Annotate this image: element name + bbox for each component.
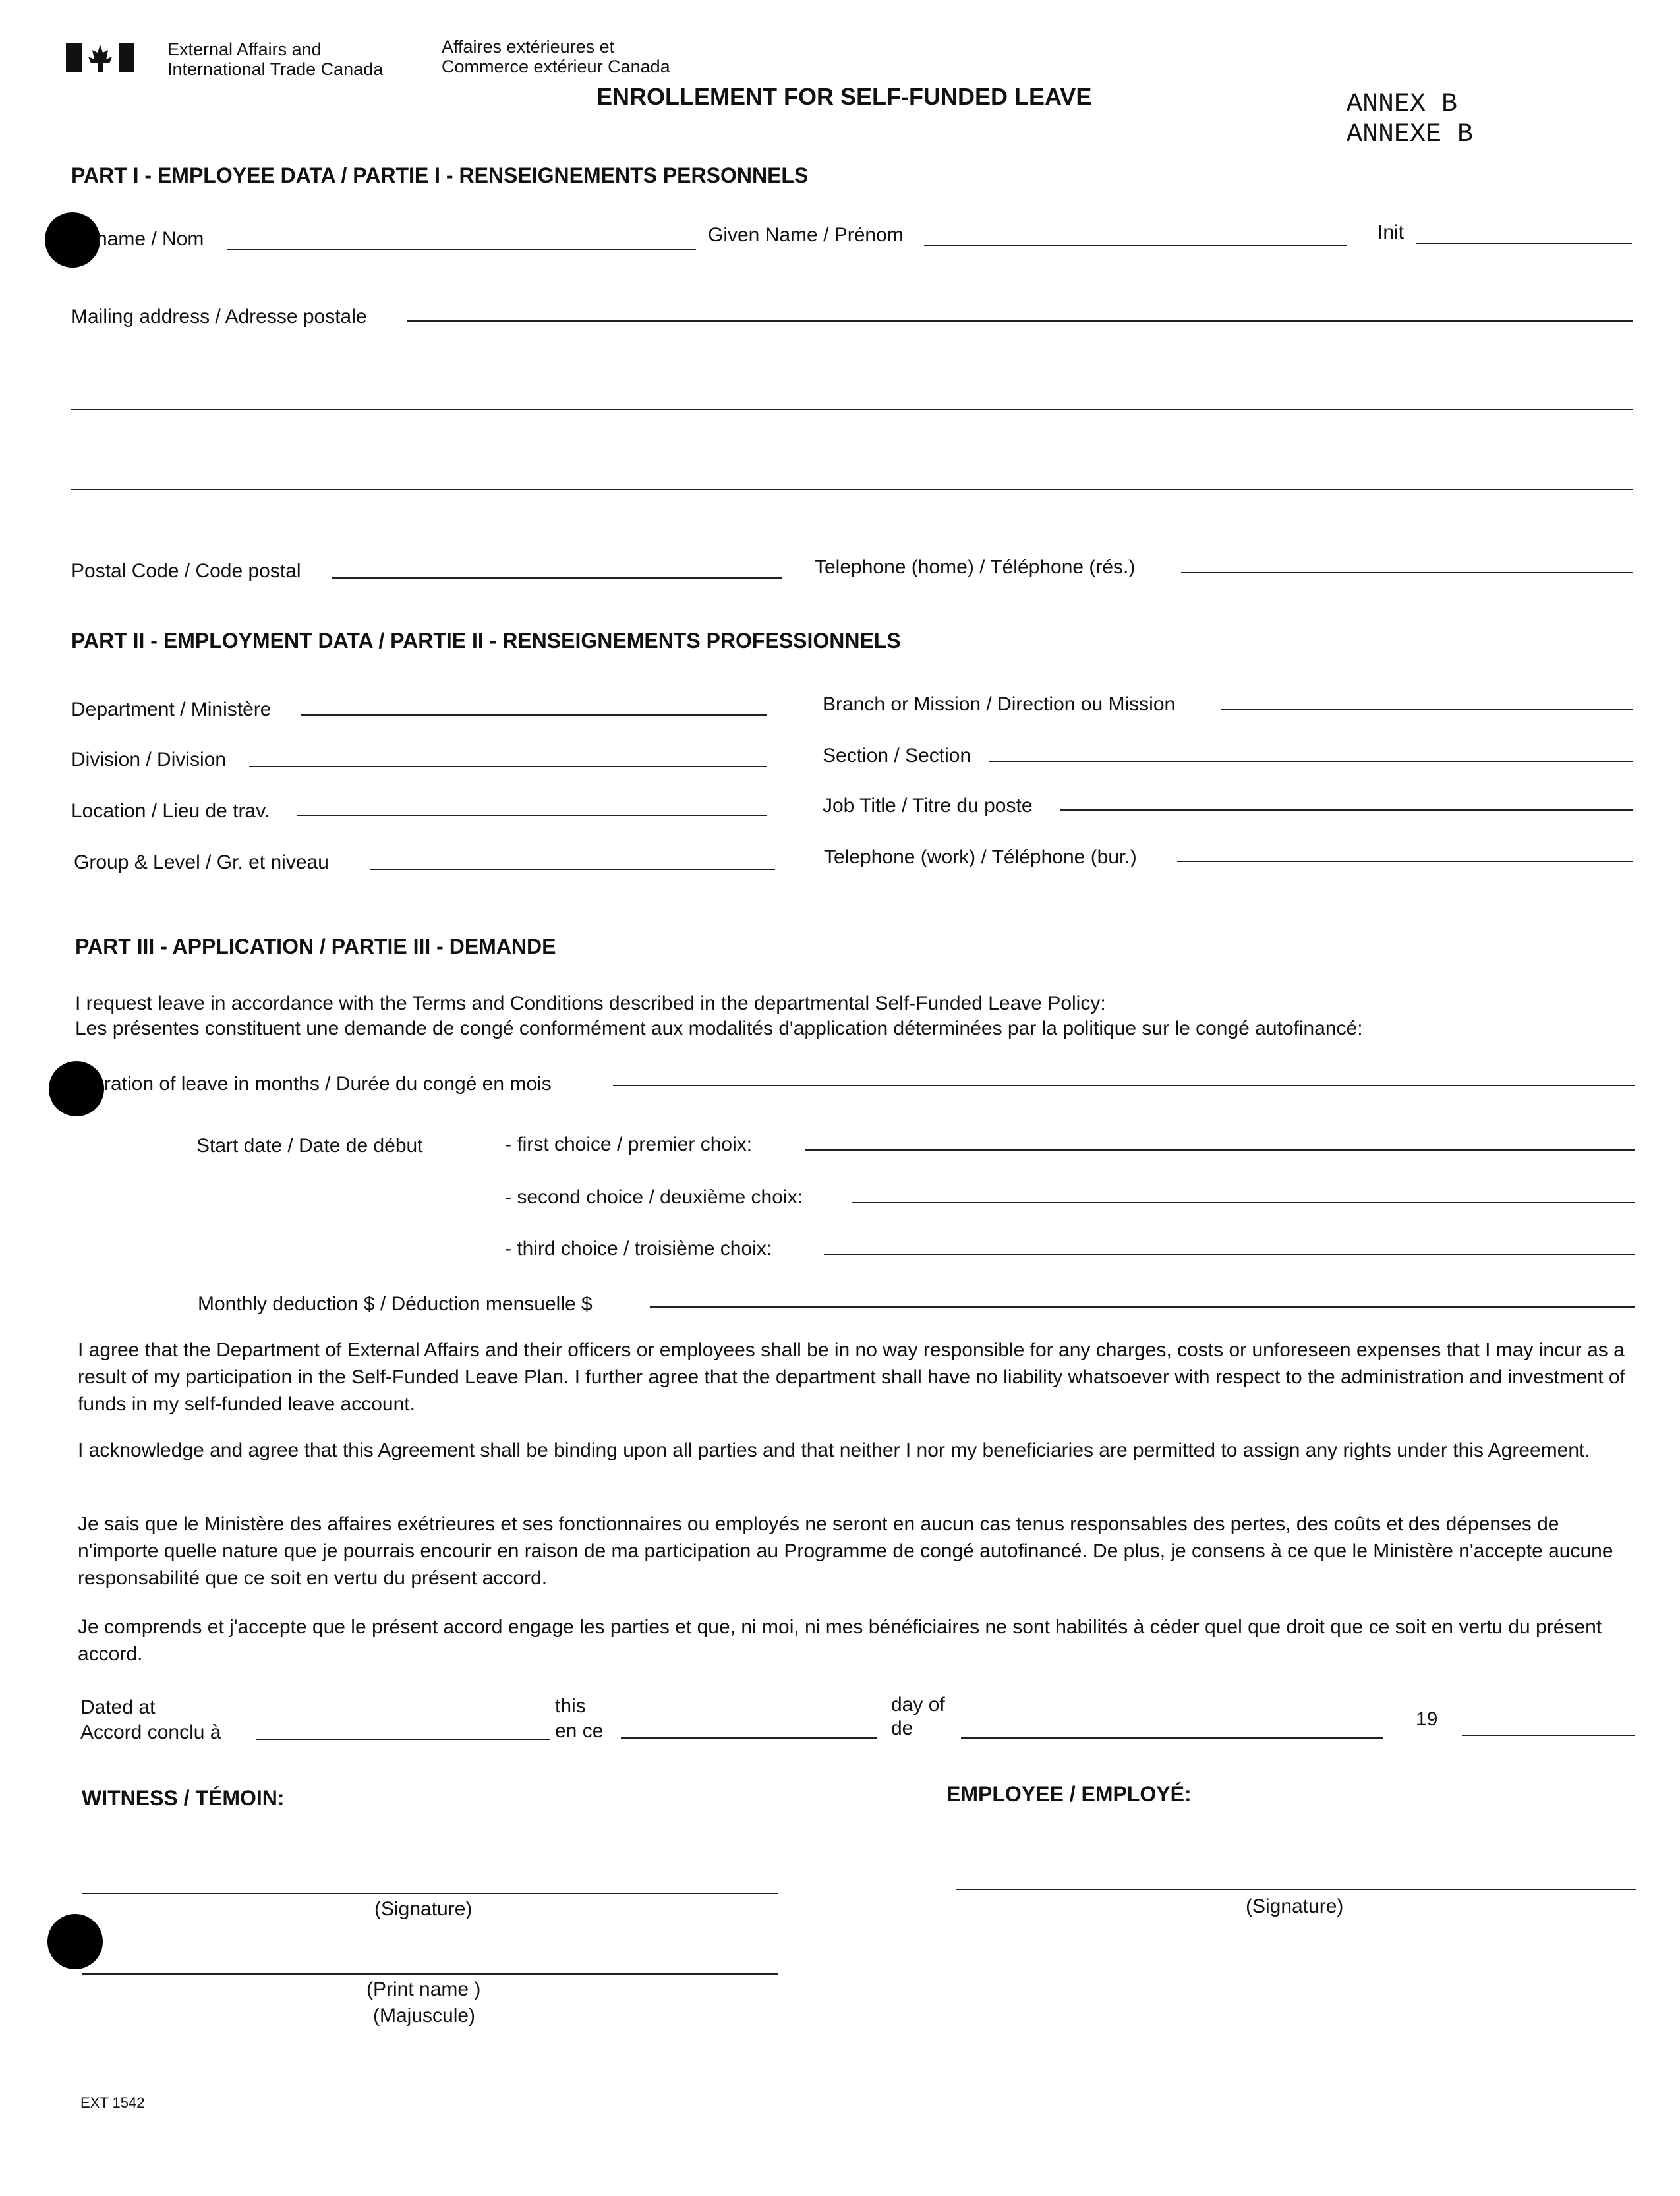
month-field[interactable]: [961, 1737, 1383, 1739]
witness-print-name-field[interactable]: [82, 1973, 778, 1975]
branch-label: Branch or Mission / Direction ou Mission: [823, 693, 1176, 715]
monthly-deduction-field[interactable]: [650, 1306, 1635, 1308]
mailing-address-field-1[interactable]: [407, 320, 1633, 322]
telephone-work-field[interactable]: [1177, 861, 1633, 862]
redaction-dot: [45, 212, 100, 268]
print-name-caption: (Print name ): [366, 1979, 481, 2000]
employee-label: EMPLOYEE / EMPLOYÉ:: [946, 1782, 1192, 1806]
surname-label: name / Nom: [96, 228, 204, 250]
initial-field[interactable]: [1416, 243, 1632, 244]
agreement-paragraph-3: Je sais que le Ministère des affaires exétrieures et ses fonctionnaires ou employés ne seront en aucun cas tenus responsables des pertes, des coûts et des dépenses de n'importe quelle nature que je pourrais encourir en raison de ma participation au Programme de congé autofinancé. De plus, je consens à ce que le Ministère n'accepte aucune responsabilité que ce soit en vertu du présent accord.: [78, 1513, 1613, 1589]
agency-name-en-line1: External Affairs and: [167, 40, 322, 59]
employee-signature-field[interactable]: [956, 1889, 1636, 1890]
agreement-paragraph-1: I agree that the Department of External Affairs and their officers or employees shall be in no way responsible for any charges, costs or unforeseen expenses that I may incur as a result of my participation in the Self-Funded Leave Plan. I further agree that the department shall have no liability whatsoever with respect to the administration and investment of funds in my self-funded leave account.: [78, 1339, 1625, 1415]
agreement-paragraph-4: Je comprends et j'accepte que le présent accord engage les parties et que, ni moi, ni mes bénéficiaires ne sont habilités à céder quel que droit que ce soit en vertu du présent accord.: [78, 1616, 1602, 1665]
department-field[interactable]: [301, 714, 767, 716]
first-choice-field[interactable]: [805, 1149, 1635, 1151]
witness-signature-caption: (Signature): [374, 1898, 473, 1920]
annex-label-fr: ANNEXE B: [1347, 120, 1474, 150]
mailing-address-field-3[interactable]: [71, 489, 1633, 490]
location-label: Location / Lieu de trav.: [71, 800, 270, 822]
dated-at-label: Dated at: [80, 1696, 156, 1718]
duration-field[interactable]: [613, 1085, 1635, 1086]
request-text-fr: Les présentes constituent une demande de congé conformément aux modalités d'application déterminées par la politique sur le congé autofinancé:: [75, 1018, 1363, 1039]
telephone-work-label: Telephone (work) / Téléphone (bur.): [824, 846, 1137, 868]
en-ce-label: en ce: [555, 1720, 604, 1742]
third-choice-label: - third choice / troisième choix:: [505, 1238, 772, 1259]
third-choice-field[interactable]: [824, 1254, 1635, 1255]
given-name-field[interactable]: [924, 245, 1347, 246]
part1-heading: PART I - EMPLOYEE DATA / PARTIE I - RENSEIGNEMENTS PERSONNELS: [71, 163, 809, 187]
second-choice-label: - second choice / deuxième choix:: [505, 1186, 803, 1208]
year-field[interactable]: [1462, 1735, 1635, 1736]
start-date-label: Start date / Date de début: [196, 1135, 423, 1157]
canada-flag-logo: [63, 42, 137, 75]
dated-at-field[interactable]: [256, 1739, 550, 1740]
group-level-label: Group & Level / Gr. et niveau: [74, 852, 329, 873]
witness-signature-field[interactable]: [82, 1893, 778, 1894]
accord-conclu-label: Accord conclu à: [80, 1721, 221, 1743]
day-field[interactable]: [621, 1737, 877, 1739]
telephone-home-field[interactable]: [1181, 572, 1633, 573]
mailing-address-label: Mailing address / Adresse postale: [71, 306, 367, 328]
division-label: Division / Division: [71, 749, 227, 770]
redaction-dot: [47, 1914, 103, 1969]
initial-label: Init: [1377, 221, 1405, 243]
section-field[interactable]: [989, 761, 1633, 762]
year-prefix-label: 19: [1416, 1708, 1438, 1730]
annex-label-en: ANNEX B: [1347, 90, 1458, 119]
witness-label: WITNESS / TÉMOIN:: [82, 1786, 285, 1810]
second-choice-field[interactable]: [852, 1202, 1635, 1203]
monthly-deduction-label: Monthly deduction $ / Déduction mensuelle $: [198, 1293, 593, 1315]
duration-label: ration of leave in months / Durée du congé en mois: [104, 1073, 552, 1095]
request-text-en: I request leave in accordance with the Terms and Conditions described in the departmental Self-Funded Leave Policy:: [75, 993, 1106, 1014]
section-label: Section / Section: [823, 745, 971, 766]
branch-field[interactable]: [1221, 709, 1633, 710]
department-label: Department / Ministère: [71, 699, 272, 720]
de-label: de: [891, 1718, 913, 1739]
employee-signature-caption: (Signature): [1246, 1895, 1344, 1917]
job-title-label: Job Title / Titre du poste: [823, 795, 1033, 817]
job-title-field[interactable]: [1060, 809, 1633, 811]
part3-heading: PART III - APPLICATION / PARTIE III - DEMANDE: [75, 935, 556, 958]
part2-heading: PART II - EMPLOYMENT DATA / PARTIE II - RENSEIGNEMENTS PROFESSIONNELS: [71, 629, 901, 652]
given-name-label: Given Name / Prénom: [708, 224, 904, 246]
agency-name-fr-line1: Affaires extérieures et: [442, 37, 615, 57]
location-field[interactable]: [297, 815, 767, 816]
first-choice-label: - first choice / premier choix:: [505, 1134, 753, 1155]
this-label: this: [555, 1695, 586, 1717]
surname-field[interactable]: [227, 249, 696, 250]
mailing-address-field-2[interactable]: [71, 409, 1633, 410]
postal-code-field[interactable]: [332, 577, 782, 579]
division-field[interactable]: [249, 766, 767, 767]
form-code: EXT 1542: [80, 2095, 145, 2111]
postal-code-label: Postal Code / Code postal: [71, 560, 301, 582]
day-of-label: day of: [891, 1694, 945, 1716]
agreement-paragraph-2: I acknowledge and agree that this Agreement shall be binding upon all parties and that neither I nor my beneficiaries are permitted to assign any rights under this Agreement.: [78, 1439, 1590, 1461]
group-level-field[interactable]: [370, 869, 775, 870]
telephone-home-label: Telephone (home) / Téléphone (rés.): [815, 556, 1136, 578]
agency-name-en-line2: International Trade Canada: [167, 59, 384, 79]
agency-name-fr-line2: Commerce extérieur Canada: [442, 57, 670, 76]
form-title: ENROLLEMENT FOR SELF-FUNDED LEAVE: [596, 83, 1092, 110]
redaction-dot: [49, 1061, 104, 1116]
majuscule-caption: (Majuscule): [373, 2005, 476, 2027]
